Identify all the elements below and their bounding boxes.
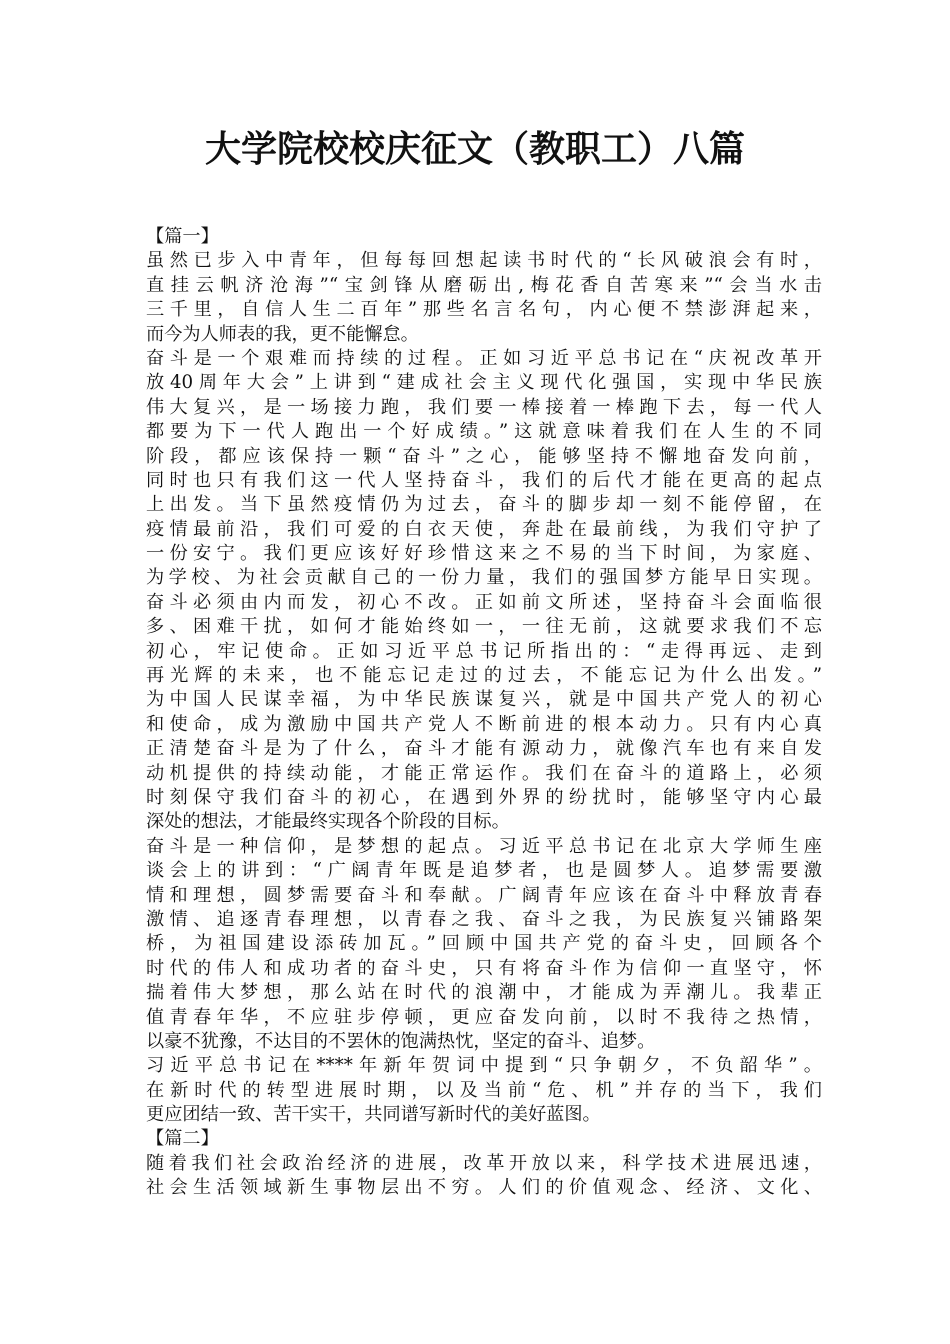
text-line: 放40周年大会”上讲到“建成社会主义现代化强国，实现中华民族: [146, 372, 822, 394]
text-line: 习近平总书记在****年新年贺词中提到“只争朝夕，不负韶华”。: [146, 1055, 822, 1077]
text-line: 正清楚奋斗是为了什么，奋斗才能有源动力，就像汽车也有来自发: [146, 738, 822, 760]
document-body: [146, 225, 822, 1201]
text-line: 时刻保守我们奋斗的初心，在遇到外界的纷扰时，能够坚守内心最: [146, 786, 822, 808]
text-line: 一份安宁。我们更应该好好珍惜这来之不易的当下时间，为家庭、: [146, 543, 822, 565]
text-line: 和使命，成为激励中国共产党人不断前进的根本动力。只有内心真: [146, 713, 822, 735]
text-line: 疫情最前沿，我们可爱的白衣天使，奔赴在最前线，为我们守护了: [146, 518, 822, 540]
text-line: 深处的想法，才能最终实现各个阶段的目标。: [146, 811, 510, 833]
text-line: 在新时代的转型进展时期，以及当前“危、机”并存的当下，我们: [146, 1079, 822, 1101]
text-line: 谈会上的讲到：“广阔青年既是追梦者，也是圆梦人。追梦需要激: [146, 860, 822, 882]
text-line: 激情、追逐青春理想，以青春之我、奋斗之我，为民族复兴铺路架: [146, 908, 822, 930]
text-line: 随着我们社会政治经济的进展，改革开放以来，科学技术进展迅速，: [146, 1152, 822, 1174]
text-line: 更应团结一致、苦干实干，共同谱写新时代的美好蓝图。: [146, 1104, 601, 1126]
section-heading: 【篇二】: [146, 1128, 219, 1150]
text-line: 奋斗是一个艰难而持续的过程。正如习近平总书记在“庆祝改革开: [146, 347, 822, 369]
text-line: 揣着伟大梦想，那么站在时代的浪潮中，才能成为弄潮儿。我辈正: [146, 982, 822, 1004]
text-line: 阶段，都应该保持一颗“奋斗”之心，能够坚持不懈地奋发向前，: [146, 445, 822, 467]
text-line: 为学校、为社会贡献自己的一份力量，我们的强国梦方能早日实现。: [146, 567, 822, 589]
text-line: 时代的伟人和成功者的奋斗史，只有将奋斗作为信仰一直坚守，怀: [146, 957, 822, 979]
document-title: 大学院校校庆征文（教职工）八篇: [204, 129, 745, 170]
text-line: 同时也只有我们这一代人坚持奋斗，我们的后代才能在更高的起点: [146, 469, 822, 491]
text-line: 多、困难干扰，如何才能始终如一，一往无前，这就要求我们不忘: [146, 616, 822, 638]
text-line: 而今为人师表的我，更不能懈怠。: [146, 323, 419, 345]
text-line: 虽然已步入中青年，但每每回想起读书时代的“长风破浪会有时，: [146, 250, 822, 272]
text-line: 上出发。当下虽然疫情仍为过去，奋斗的脚步却一刻不能停留，在: [146, 494, 822, 516]
section-heading: 【篇一】: [146, 226, 219, 247]
text-line: 为中国人民谋幸福，为中华民族谋复兴，就是中国共产党人的初心: [146, 689, 822, 711]
text-line: 桥，为祖国建设添砖加瓦。”回顾中国共产党的奋斗史，回顾各个: [146, 933, 822, 955]
text-line: 初心，牢记使命。正如习近平总书记所指出的：“走得再远、走到: [146, 640, 822, 662]
text-line: 三千里，自信人生二百年”那些名言名句，内心便不禁澎湃起来，: [146, 299, 822, 321]
text-line: 以豪不犹豫，不达目的不罢休的饱满热忱，坚定的奋斗、追梦。: [146, 1030, 656, 1052]
text-line: 动机提供的持续动能，才能正常运作。我们在奋斗的道路上，必须: [146, 762, 822, 784]
text-line: 社会生活领域新生事物层出不穷。人们的价值观念、经济、文化、: [146, 1177, 822, 1199]
text-line: 奋斗必须由内而发，初心不改。正如前文所述，坚持奋斗会面临很: [146, 591, 822, 613]
text-line: 奋斗是一种信仰，是梦想的起点。习近平总书记在北京大学师生座: [146, 835, 822, 857]
text-line: 值青春年华，不应驻步停顿，更应奋发向前，以时不我待之热情，: [146, 1006, 822, 1028]
text-line: 情和理想，圆梦需要奋斗和奉献。广阔青年应该在奋斗中释放青春: [146, 884, 822, 906]
text-line: 直挂云帆济沧海”“宝剑锋从磨砺出,梅花香自苦寒来”“会当水击: [146, 274, 822, 296]
text-line: 再光辉的未来，也不能忘记走过的过去，不能忘记为什么出发。”: [146, 665, 822, 687]
text-line: 都要为下一代人跑出一个好成绩。”这就意味着我们在人生的不同: [146, 421, 822, 443]
text-line: 伟大复兴，是一场接力跑，我们要一棒接着一棒跑下去，每一代人: [146, 396, 822, 418]
